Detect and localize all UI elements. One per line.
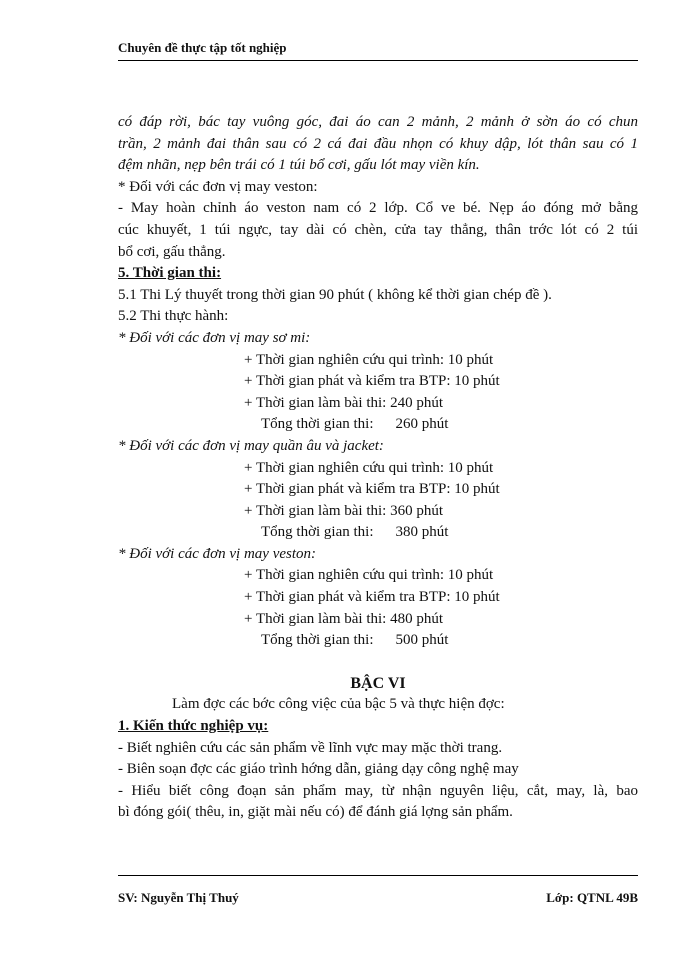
section-5-title: 5. Thời gian thi: <box>118 265 222 282</box>
group-somi-title: * Đối với các đơn vị may sơ mi: <box>118 329 311 346</box>
section-5-2: 5.2 Thi thực hành: <box>118 308 229 325</box>
paragraph-line: - May hoàn chỉnh áo veston nam có 2 lớp. Cổ ve bé. Nẹp áo đóng mở bằng <box>118 200 638 217</box>
time-item: + Thời gian nghiên cứu qui trình: 10 phút <box>244 567 494 584</box>
page-header-title: Chuyên đề thực tập tốt nghiệp <box>118 40 287 55</box>
time-item: + Thời gian phát và kiểm tra BTP: 10 phút <box>244 589 500 606</box>
class-label: Lớp: QTNL 49B <box>546 890 638 905</box>
total-label: Tổng thời gian thi: <box>261 524 374 541</box>
paragraph-line: trần, 2 mảnh đai thân sau có 2 cá đai đầu nhọn có khuy dập, lót thân sau có 1 <box>118 135 638 152</box>
total-label: Tổng thời gian thi: <box>261 416 374 433</box>
total-label: Tổng thời gian thi: <box>261 632 374 649</box>
time-item: + Thời gian làm bài thi: 360 phút <box>244 502 444 519</box>
total-time <box>118 630 638 652</box>
total-value: 260 phút <box>395 416 449 433</box>
paragraph-line: đệm nhãn, nẹp bên trái có 1 túi bổ cơi, gấu lót may viền kín. <box>118 157 480 174</box>
paragraph-line: cúc khuyết, 1 túi ngực, tay dài có chèn, cửa tay thẳng, thân trớc lót có 2 túi <box>118 221 638 238</box>
level-6-heading: BẬC VI <box>350 674 406 692</box>
paragraph-line: có đáp rời, bác tay vuông góc, đai áo can 2 mảnh, 2 mảnh ở sờn áo có chun <box>118 114 638 130</box>
knowledge-item: bì đóng gói( thêu, in, giặt mài nếu có) để đánh giá lợng sản phẩm. <box>118 804 513 821</box>
knowledge-item: - Biết nghiên cứu các sản phẩm về lĩnh vực may mặc thời trang. <box>118 739 503 756</box>
total-value: 380 phút <box>395 524 449 541</box>
footer-rule <box>118 875 638 876</box>
group-veston-title: * Đối với các đơn vị may veston: <box>118 545 317 562</box>
header-rule <box>118 60 638 61</box>
time-item: + Thời gian làm bài thi: 240 phút <box>244 394 444 411</box>
student-name: SV: Nguyễn Thị Thuý <box>118 890 239 905</box>
time-item: + Thời gian nghiên cứu qui trình: 10 phút <box>244 459 494 476</box>
knowledge-item: - Biên soạn đợc các giáo trình hớng dẫn, giảng dạy công nghệ may <box>118 761 519 778</box>
time-item: + Thời gian làm bài thi: 480 phút <box>244 610 444 627</box>
total-time <box>118 522 638 544</box>
section-5-1: 5.1 Thi Lý thuyết trong thời gian 90 phút ( không kể thời gian chép đề ). <box>118 286 552 303</box>
paragraph-line: bổ cơi, gấu thẳng. <box>118 243 226 260</box>
level-6-intro: Làm đợc các bớc công việc của bậc 5 và thực hiện đợc: <box>172 696 505 713</box>
page-footer <box>118 890 638 906</box>
time-item: + Thời gian nghiên cứu qui trình: 10 phút <box>244 351 494 368</box>
veston-heading: * Đối với các đơn vị may veston: <box>118 178 318 195</box>
time-item: + Thời gian phát và kiểm tra BTP: 10 phút <box>244 481 500 498</box>
section-1-title: 1. Kiến thức nghiệp vụ: <box>118 718 269 735</box>
time-item: + Thời gian phát và kiểm tra BTP: 10 phút <box>244 373 500 390</box>
total-time <box>118 414 638 436</box>
total-value: 500 phút <box>395 632 449 649</box>
group-quan-au-title: * Đối với các đơn vị may quần âu và jacket: <box>118 437 384 454</box>
document-body <box>118 112 638 824</box>
knowledge-item: - Hiểu biết công đoạn sản phẩm may, từ nhận nguyên liệu, cắt, may, là, bao <box>118 782 638 799</box>
